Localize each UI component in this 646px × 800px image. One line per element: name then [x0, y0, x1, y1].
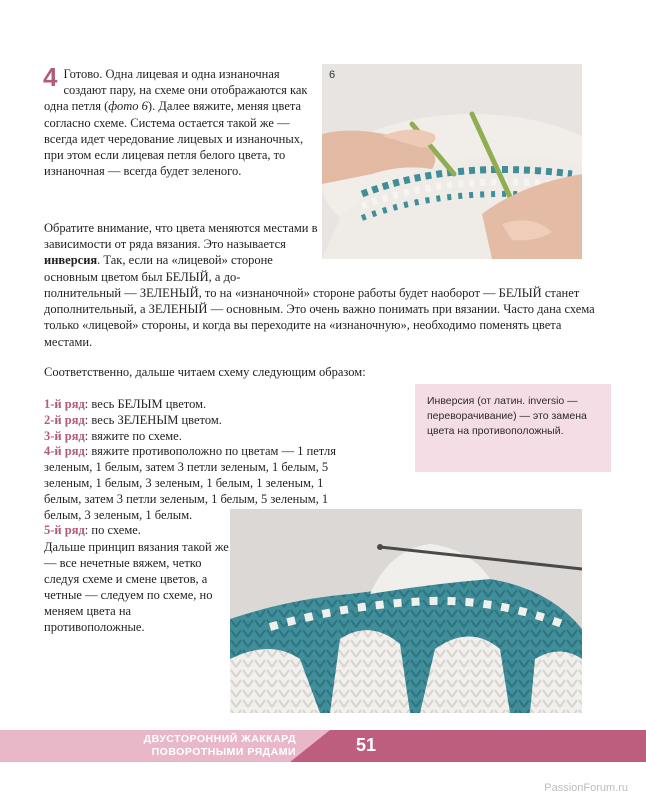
inversion-paragraph — [44, 220, 320, 285]
step-number: 4 — [43, 62, 58, 92]
footer-band — [0, 730, 646, 762]
row-4-label: 4-й ряд — [44, 444, 85, 459]
step-4-text-start: Готово. Одна лицевая и одна изнаночная создают пару, на схеме они отображаются как одна петля ( — [44, 67, 308, 114]
row-4: 4-й ряд: вяжите противоположно по цветам — 1 петля зеленым, 1 белым, затем 3 петли зеленым, 1 белым, 5 зеленым, 1 белым, 3 зеленым, 1 белым, 1 зеленым, 1 белым, затем 3 петли зеленым, 1 белым, 5 зеленым, 1 белым, 3 зеленым, 1 белым. — [44, 444, 336, 522]
row-3-label: 3-й ряд — [44, 428, 85, 443]
row-2: 2-й ряд: весь ЗЕЛЕНЫМ цветом. — [44, 412, 222, 427]
jacquard-fabric-illustration — [230, 509, 582, 713]
inversion-text-end: . Так, если на «лицевой» стороне основным цветом был БЕЛЫЙ, а до- — [44, 253, 273, 284]
footer-dark-band — [290, 730, 646, 762]
sidebar-note: Инверсия (от латин. inversio — переворачивание) — это замена цвета на противоположный. — [415, 384, 611, 472]
row-3: 3-й ряд: вяжите по схеме. — [44, 428, 182, 443]
row-5-label: 5-й ряд — [44, 523, 85, 538]
photo-6-label: 6 — [329, 69, 336, 81]
row-1-text: весь БЕЛЫМ цветом. — [91, 397, 207, 411]
photo-reference: фото 6 — [108, 99, 148, 114]
inversion-paragraph-continuation: полнительный — ЗЕЛЕНЫЙ, то на «изнаночной» стороне работы будет наоборот — БЕЛЫЙ станет дополнительный, а ЗЕЛЕНЫЙ — основным. Это очень важно понимать при вязании. Часто дана схема только «лицевой» стороны, и когда вы переходите на «изнаночную», необходимо поменять цвета местами. — [44, 286, 595, 349]
watermark: PassionForum.ru — [544, 782, 628, 794]
chapter-title — [100, 733, 296, 759]
row-5: 5-й ряд: по схеме. — [44, 523, 141, 538]
scheme-intro: Соответственно, дальше читаем схему следующим образом: — [44, 365, 366, 379]
photo-6-knitting-hands — [322, 64, 582, 259]
step-4-text-end: ). Далее вяжите, меняя цвета согласно схеме. Система остается такой же — всегда идет чередование лицевых и изнаночных, при этом если лицевая петля белого цвета, то изнаночная — всегда будет зеленого. — [44, 99, 304, 179]
row-1-label: 1-й ряд — [44, 397, 85, 411]
inversion-text-start: Обратите внимание, что цвета меняются местами в зависимости от ряда вязания. Это называется — [44, 221, 318, 252]
photo-6-illustration — [322, 64, 582, 259]
step-4-paragraph — [43, 62, 312, 179]
chapter-title-line-2: ПОВОРОТНЫМИ РЯДАМИ — [151, 746, 296, 758]
row-1: 1-й ряд: весь БЕЛЫМ цветом. — [44, 397, 207, 411]
principle-paragraph: Дальше принцип вязания такой же — все нечетные вяжем, четко следуя схеме и смене цветов, а четные — следуем по схеме, но меняем цвета на противоположные. — [44, 540, 229, 634]
page-number: 51 — [356, 735, 377, 755]
row-5-text: по схеме. — [91, 523, 141, 538]
row-2-text: весь ЗЕЛЕНЫМ цветом. — [91, 412, 222, 427]
row-4-text: вяжите противоположно по цветам — 1 петля зеленым, 1 белым, затем 3 петли зеленым, 1 белым, 5 зеленым, 1 белым, 3 зеленым, 1 белым, 1 зеленым, 1 белым, затем 3 петли зеленым, 1 белым, 5 зеленым, 1 белым, 3 зеленым, 1 белым. — [44, 444, 336, 522]
row-3-text: вяжите по схеме. — [91, 428, 182, 443]
photo-jacquard-fabric — [230, 509, 582, 713]
row-2-label: 2-й ряд — [44, 412, 85, 427]
inversion-term: инверсия — [44, 253, 98, 268]
chapter-title-line-1: ДВУСТОРОННИЙ ЖАККАРД — [143, 733, 296, 745]
